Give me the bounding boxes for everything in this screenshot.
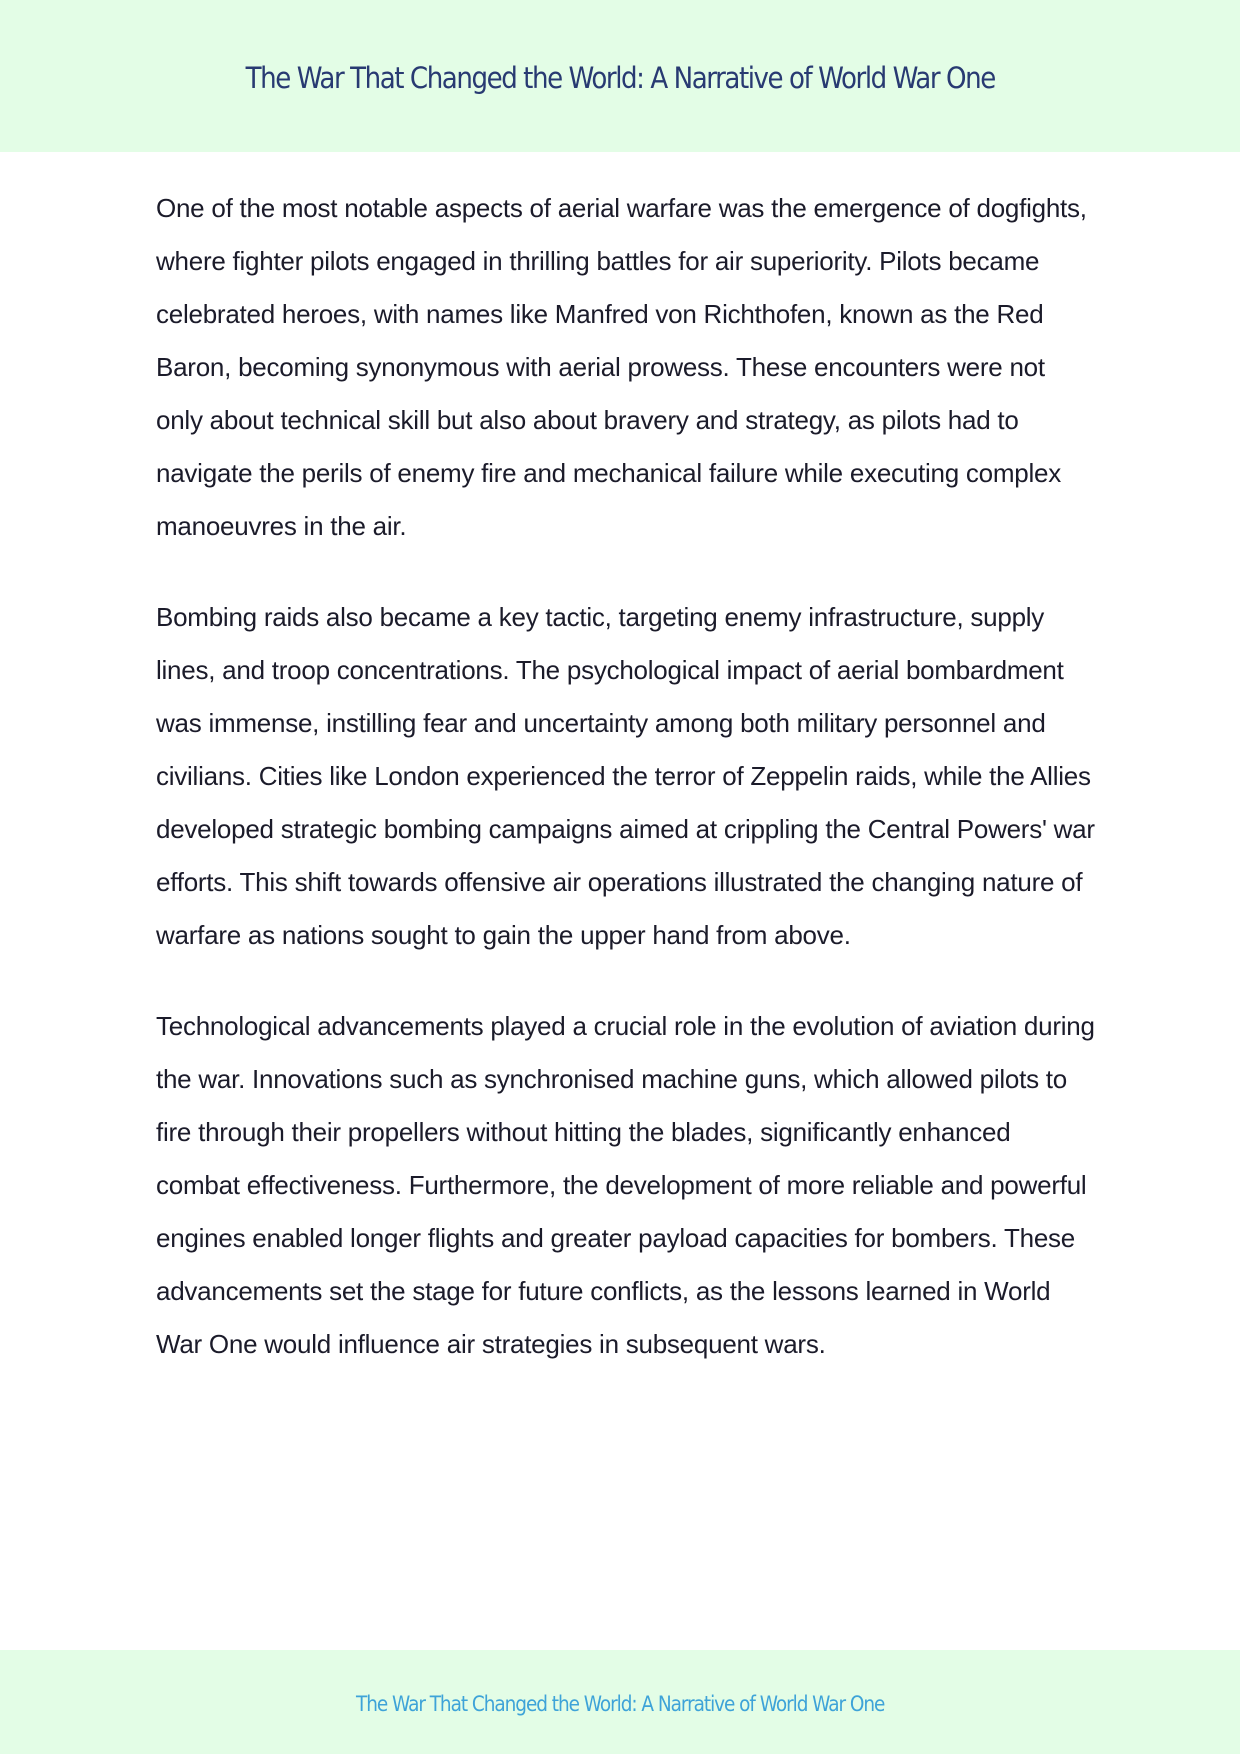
page-title: The War That Changed the World: A Narrative of World War One — [245, 61, 995, 95]
paragraph-dogfights: One of the most notable aspects of aerial warfare was the emergence of dogfights, where fighter pilots engaged in thrilling battles for air superiority. Pilots became celebrated heroes, with names like Manfred von Richthofen, known as the Red Baron, becoming synonymous with aerial prowess. These encounters were not only about technical skill but also about bravery and strategy, as pilots had to navigate the perils of enemy fire and mechanical failure while executing complex manoeuvres in the air. — [156, 193, 1087, 541]
main-content — [156, 182, 1096, 1409]
footer-title: The War That Changed the World: A Narrative of World War One — [355, 1692, 885, 1716]
page-footer — [0, 1650, 1240, 1754]
page-header — [0, 0, 1240, 152]
paragraph-technological-advancements: Technological advancements played a crucial role in the evolution of aviation during the war. Innovations such as synchronised machine guns, which allowed pilots to fire through their propellers without hitting the blades, significantly enhanced combat effectiveness. Furthermore, the development of more reliable and powerful engines enabled longer flights and greater payload capacities for bombers. These advancements set the stage for future conflicts, as the lessons learned in World War One would influence air strategies in subsequent wars. — [156, 1011, 1095, 1359]
paragraph-bombing-raids: Bombing raids also became a key tactic, targeting enemy infrastructure, supply lines, and troop concentrations. The psychological impact of aerial bombardment was immense, instilling fear and uncertainty among both military personnel and civilians. Cities like London experienced the terror of Zeppelin raids, while the Allies developed strategic bombing campaigns aimed at crippling the Central Powers' war efforts. This shift towards offensive air operations illustrated the changing nature of warfare as nations sought to gain the upper hand from above. — [156, 602, 1095, 950]
